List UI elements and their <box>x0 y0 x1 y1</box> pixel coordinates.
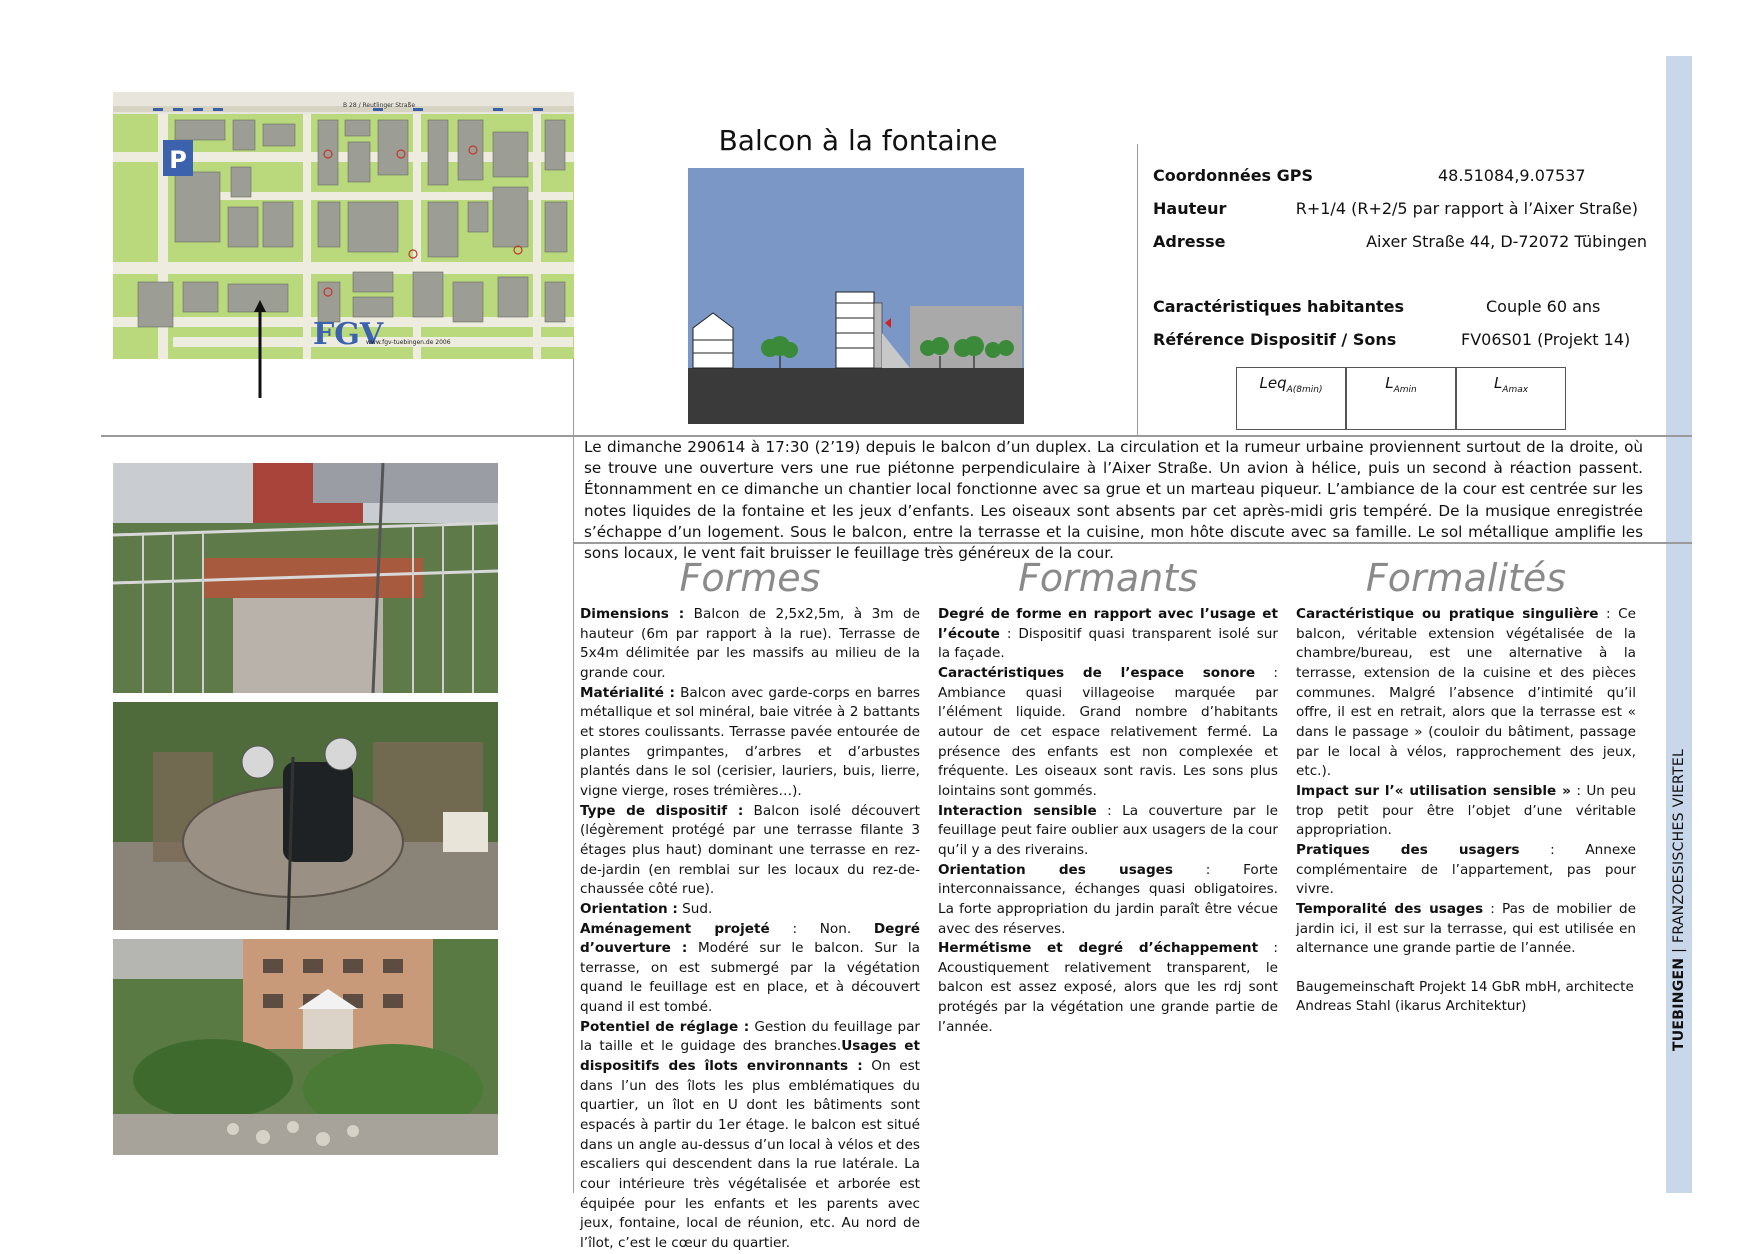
formants-item: Hermétisme et degré d’échappement : Acoustiquement relativement transparent, le balcon est assez exposé, alors que les rdj sont protégés par la végétation une grande partie de l’année. <box>938 940 1278 1035</box>
rule-vertical-info <box>1137 144 1138 435</box>
formes-item: Aménagement projeté : Non. Degré d’ouverture : Modéré sur le balcon. Sur la terrasse, on est submergé par la végétation quand le feuillage est en place, et à découvert quand il est tombé. <box>580 920 921 1016</box>
measure-leq-sub: A(8min) <box>1286 385 1323 395</box>
map-credit: www.fgv-tuebingen.de 2006 <box>366 339 451 346</box>
column-formalites <box>1296 605 1636 1017</box>
svg-text:P: P <box>169 146 187 174</box>
measure-lamax <box>1456 367 1566 430</box>
info-residents-value: Couple 60 ans <box>1486 297 1601 316</box>
map-logo: FGV <box>313 317 384 352</box>
photo-terrace <box>113 702 498 930</box>
info-height-label: Hauteur <box>1153 199 1227 218</box>
section-diagram-graphic <box>688 168 1024 424</box>
formalites-credit: Baugemeinschaft Projekt 14 GbR mbH, architecte Andreas Stahl (ikarus Architektur) <box>1296 978 1634 1015</box>
formes-item: Matérialité : Balcon avec garde-corps en barres métallique et sol minéral, baie vitrée à 2 battants et stores coulissants. Terrasse pavée entourée de plantes grimpantes, d’arbres et d’arbustes plantés dans le sol (cerisier, lauriers, buis, lierre, vigne vierge, roses trémières…). <box>580 684 920 799</box>
formalites-item: Temporalité des usages : Pas de mobilier de jardin ici, il est sur la terrasse, qui est utilisée en alternance une grande partie de l’année. <box>1296 900 1637 957</box>
formalites-item: Pratiques des usagers : Annexe complémentaire de l’appartement, pas pour vivre. <box>1296 841 1636 898</box>
formes-item: Potentiel de réglage : Gestion du feuillage par la taille et le guidage des branches.Usages et dispositifs des îlots environnants : On est dans l’un des îlots les plus emblématiques du quartier, un îlot en U dont les bâtiments sont espacés à partir du 1er étage. le balcon est situé dans un angle au-dessus d’un local à vélos et des escaliers qui descendent dans la rue latérale. La cour intérieure très végétalisée et arborée est équipée pour les enfants et les parents avec jeux, fontaine, local de réunion, etc. Au nord de l’îlot, c’est le cœur du quartier. <box>580 1018 920 1251</box>
formants-item: Orientation des usages : Forte interconnaissance, échanges quasi obligatoires. La forte appropriation du jardin paraît être vécue avec des réserves. <box>938 861 1278 937</box>
measure-leq-main: Leq <box>1259 374 1287 392</box>
formants-item: Caractéristiques de l’espace sonore : Ambiance quasi villageoise marquée par l’élément liquide. Grand nombre d’habitants autour de cet espace relativement fermé. La présence des enfants est non complexée et fréquente. Les oiseaux sont ravis. Les sons plus lointains sont gommés. <box>938 664 1278 799</box>
formants-item: Degré de forme en rapport avec l’usage et l’écoute : Dispositif quasi transparent isolé sur la façade. <box>938 606 1278 662</box>
measure-lamax-sub: Amax <box>1502 385 1529 395</box>
side-city: TUEBINGEN <box>1671 957 1687 1052</box>
info-height-value: R+1/4 (R+2/5 par rapport à l’Aixer Straße) <box>1295 199 1638 218</box>
info-address-value: Aixer Straße 44, D-72072 Tübingen <box>1366 232 1647 251</box>
info-gps-label: Coordonnées GPS <box>1153 166 1314 185</box>
side-label <box>1671 749 1687 1051</box>
side-separator: | <box>1671 947 1687 953</box>
measure-lamax-main: L <box>1493 374 1503 392</box>
side-district: FRANZOESISCHES VIERTEL <box>1671 748 1687 944</box>
site-map-graphic <box>113 92 574 359</box>
info-gps-value: 48.51084,9.07537 <box>1438 166 1586 185</box>
measure-leq <box>1236 367 1346 430</box>
photo-courtyard <box>113 939 498 1155</box>
page-title: Balcon à la fontaine <box>718 124 998 157</box>
section-diagram <box>688 168 1024 424</box>
column-formants <box>938 605 1278 1037</box>
measure-lamin-main: L <box>1385 374 1394 392</box>
formants-item: Interaction sensible : La couverture par le feuillage peut faire oublier aux usagers de la cour qu’il y a des riverains. <box>938 802 1278 858</box>
heading-formalites: Formalités <box>1365 556 1567 600</box>
formes-item: Orientation : Sud. <box>580 900 713 917</box>
arrow-up-icon <box>250 300 270 400</box>
photo-balcony <box>113 463 498 693</box>
formes-item: Type de dispositif : Balcon isolé découvert (légèrement protégé par une terrasse filante 3 étages plus haut) dominant une terrasse en rez-de-jardin (en remblai sur les locaux du rez-de-chaussée côté rue). <box>580 802 920 898</box>
measure-lamin <box>1346 367 1456 430</box>
column-formes <box>580 605 920 1254</box>
formalites-item: Caractéristique ou pratique singulière : Ce balcon, véritable extension végétalisée de la chambre/bureau, est une alternative à la terrasse, extension de la cuisine et des pièces communes. Malgré l’absence d’intimité qu’il offre, il est en retrait, alors que la terrasse est « dans le passage » (couloir du bâtiment, passage par le local à vélos, rapprochement des jeux, etc.). <box>1296 606 1636 780</box>
formalites-item: Impact sur l’« utilisation sensible » : Un peu trop petit pour être l’objet d’une véritable appropriation. <box>1296 782 1636 839</box>
formes-item: Dimensions : Balcon de 2,5x2,5m, à 3m de hauteur (6m par rapport à la rue). Terrasse de 5x4m délimitée par les massifs au milieu de la grande cour. <box>580 606 920 681</box>
map-road-label: B 28 / Reutlinger Straße <box>343 102 416 109</box>
site-map <box>113 92 574 359</box>
info-reference-label: Référence Dispositif / Sons <box>1153 330 1397 349</box>
info-address-label: Adresse <box>1153 232 1226 251</box>
info-residents-label: Caractéristiques habitantes <box>1153 297 1405 316</box>
info-reference-value: FV06S01 (Projekt 14) <box>1461 330 1631 349</box>
measure-lamin-sub: Amin <box>1393 385 1417 395</box>
heading-formes: Formes <box>679 556 821 600</box>
parking-icon <box>163 140 193 176</box>
intro-text: Le dimanche 290614 à 17:30 (2’19) depuis le balcon d’un duplex. La circulation et la rumeur urbaine proviennent surtout de la droite, où se trouve une ouverture vers une rue piétonne perpendiculaire à l’Aixer Straße. Un avion à hélice, puis un second à réaction passent. Étonnamment en ce dimanche un chantier local fonctionne avec sa grue et un marteau piqueur. L’ambiance de la cour est centrée sur les notes liquides de la fontaine et les jeux d’enfants. Les oiseaux sont absents par cet après-midi gris tempéré. De la musique enregistrée s’échappe d’un logement. Sous le balcon, entre la terrasse et la cuisine, mon hôte discute avec sa famille. Le sol métallique amplifie les sons locaux, le vent fait bruisser le feuillage très généreux de la cour. <box>584 438 1643 563</box>
heading-formants: Formants <box>1018 556 1198 600</box>
